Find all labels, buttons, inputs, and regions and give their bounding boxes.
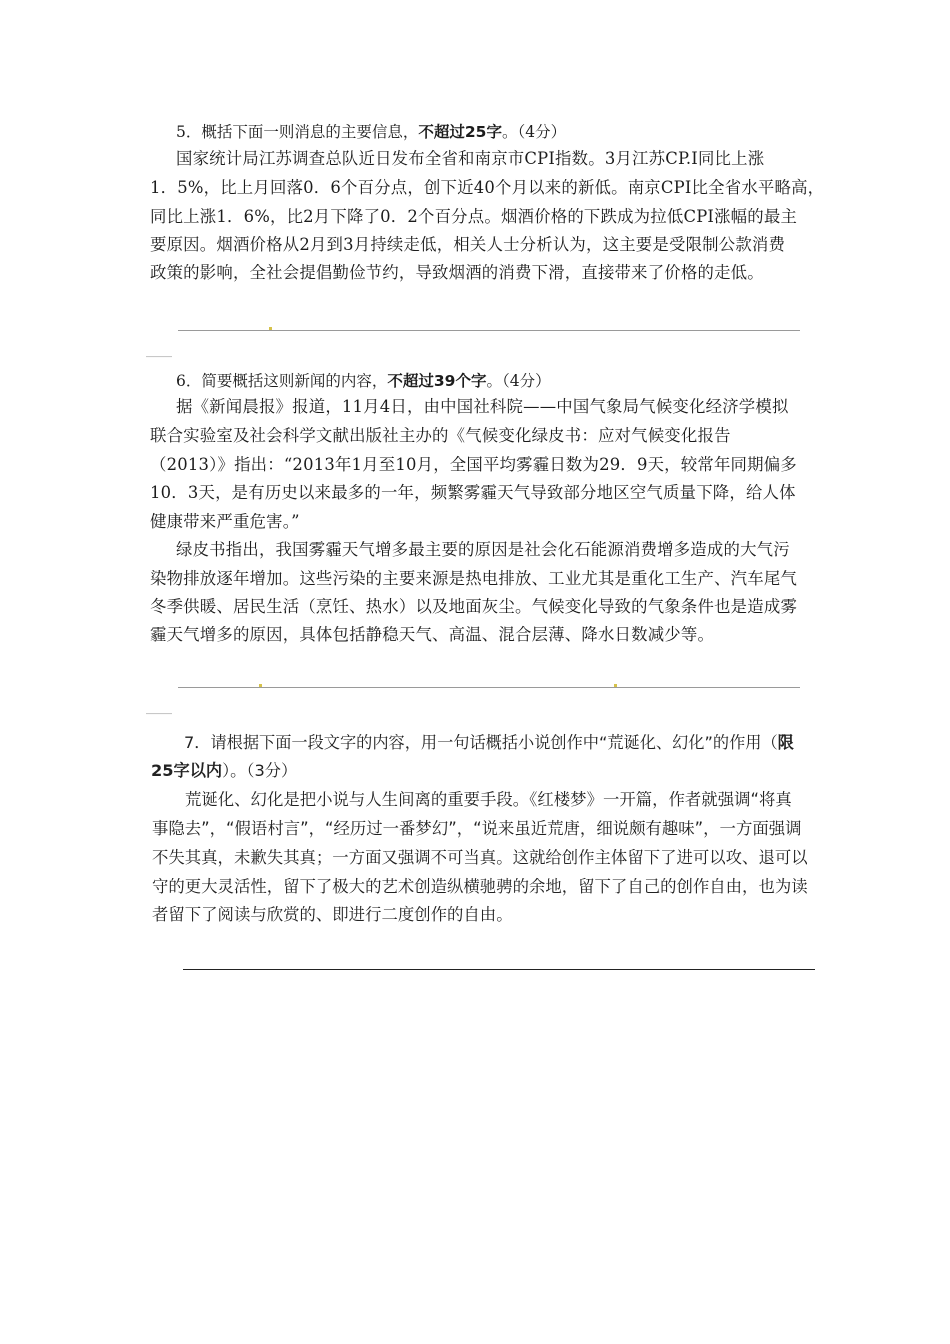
q6-passage-line-6: 绿皮书指出，我国雾霾天气增多最主要的原因是社会化石能源消费增多造成的大气污 (176, 540, 790, 559)
q6-passage-line-7: 染物排放逐年增加。这些污染的主要来源是热电排放、工业尤其是重化工生产、汽车尾气 (150, 569, 798, 588)
q6-passage-line-2: 联合实验室及社会科学文献出版社主办的《气候变化绿皮书：应对气候变化报告 (150, 426, 731, 445)
q5-passage-line-2: 1．5%，比上月回落0．6个百分点，创下近40个月以来的新低。南京CPI比全省水平略高， (150, 178, 825, 197)
q7-limit-word: 限 (777, 733, 794, 752)
q6-word-limit: 不超过39个字 (387, 372, 487, 390)
q7-heading-line-1 (184, 729, 794, 757)
q6-heading (176, 369, 551, 393)
q6-passage-line-5: 健康带来严重危害。” (150, 512, 300, 531)
q6-answer-tail: ____ (146, 700, 172, 715)
q5-word-limit: 不超过25字 (418, 123, 502, 141)
q5-heading-prefix: 5．概括下面一则消息的主要信息， (176, 123, 419, 141)
q5-heading-suffix: 。（4分） (501, 123, 567, 141)
q7-passage-line-5: 者留下了阅读与欣赏的、即进行二度创作的自由。 (152, 905, 513, 924)
q6-answer-line[interactable] (178, 687, 800, 688)
q6-passage-line-9: 霾天气增多的原因，具体包括静稳天气、高温、混合层薄、降水日数减少等。 (150, 625, 715, 644)
q6-heading-suffix: 。（4分） (486, 372, 551, 390)
q6-passage-line-3: （2013）》指出：“2013年1月至10月，全国平均雾霾日数为29．9天，较常年同期偏多 (150, 455, 797, 474)
q6-passage-line-8: 冬季供暖、居民生活（烹饪、热水）以及地面灰尘。气候变化导致的气象条件也是造成雾 (150, 597, 798, 616)
q7-passage-line-3: 不失其真，未歉失其真；一方面又强调不可当真。这就给创作主体留下了进可以攻、退可以 (152, 848, 808, 867)
q7-passage-line-2: 事隐去”，“假语村言”，“经历过一番梦幻”，“说来虽近荒唐，细说颇有趣味”，一方面强调 (152, 819, 802, 838)
q7-heading-line-2 (151, 757, 297, 785)
q5-heading (176, 120, 566, 144)
q5-passage-line-4: 要原因。烟酒价格从2月到3月持续走低，相关人士分析认为，这主要是受限制公款消费 (150, 235, 786, 254)
q7-heading-prefix: 7．请根据下面一段文字的内容，用一句话概括小说创作中“荒诞化、幻化”的作用（ (184, 733, 778, 752)
q6-passage-line-4: 10．3天，是有历史以来最多的一年，频繁雾霾天气导致部分地区空气质量下降，给人体 (150, 483, 796, 502)
q5-marker-dot (269, 327, 272, 330)
q5-passage-line-1: 国家统计局江苏调查总队近日发布全省和南京市CPI指数。3月江苏CP.I同比上涨 (176, 149, 765, 168)
q5-answer-tail: ____ (146, 343, 172, 358)
q7-passage-line-1: 荒诞化、幻化是把小说与人生间离的重要手段。《红楼梦》一开篇，作者就强调“将真 (185, 790, 792, 809)
q5-answer-line[interactable] (178, 330, 800, 331)
q7-heading-suffix: ）。（3分） (222, 761, 298, 780)
q6-passage-line-1: 据《新闻晨报》报道，11月4日，由中国社科院——中国气象局气候变化经济学模拟 (176, 397, 789, 416)
q5-passage-line-5: 政策的影响，全社会提倡勤俭节约，导致烟酒的消费下滑，直接带来了价格的走低。 (150, 263, 764, 282)
q6-heading-prefix: 6．简要概括这则新闻的内容， (176, 372, 388, 390)
q7-answer-line[interactable] (183, 969, 815, 970)
q6-marker-dot-2 (614, 684, 617, 687)
q7-passage-line-4: 守的更大灵活性，留下了极大的艺术创造纵横驰骋的余地，留下了自己的创作自由，也为读 (152, 877, 808, 896)
q7-word-limit: 25字以内 (151, 761, 223, 780)
q6-marker-dot-1 (259, 684, 262, 687)
q5-passage-line-3: 同比上涨1．6%，比2月下降了0．2个百分点。烟酒价格的下跌成为拉低CPI涨幅的最主 (150, 207, 798, 226)
